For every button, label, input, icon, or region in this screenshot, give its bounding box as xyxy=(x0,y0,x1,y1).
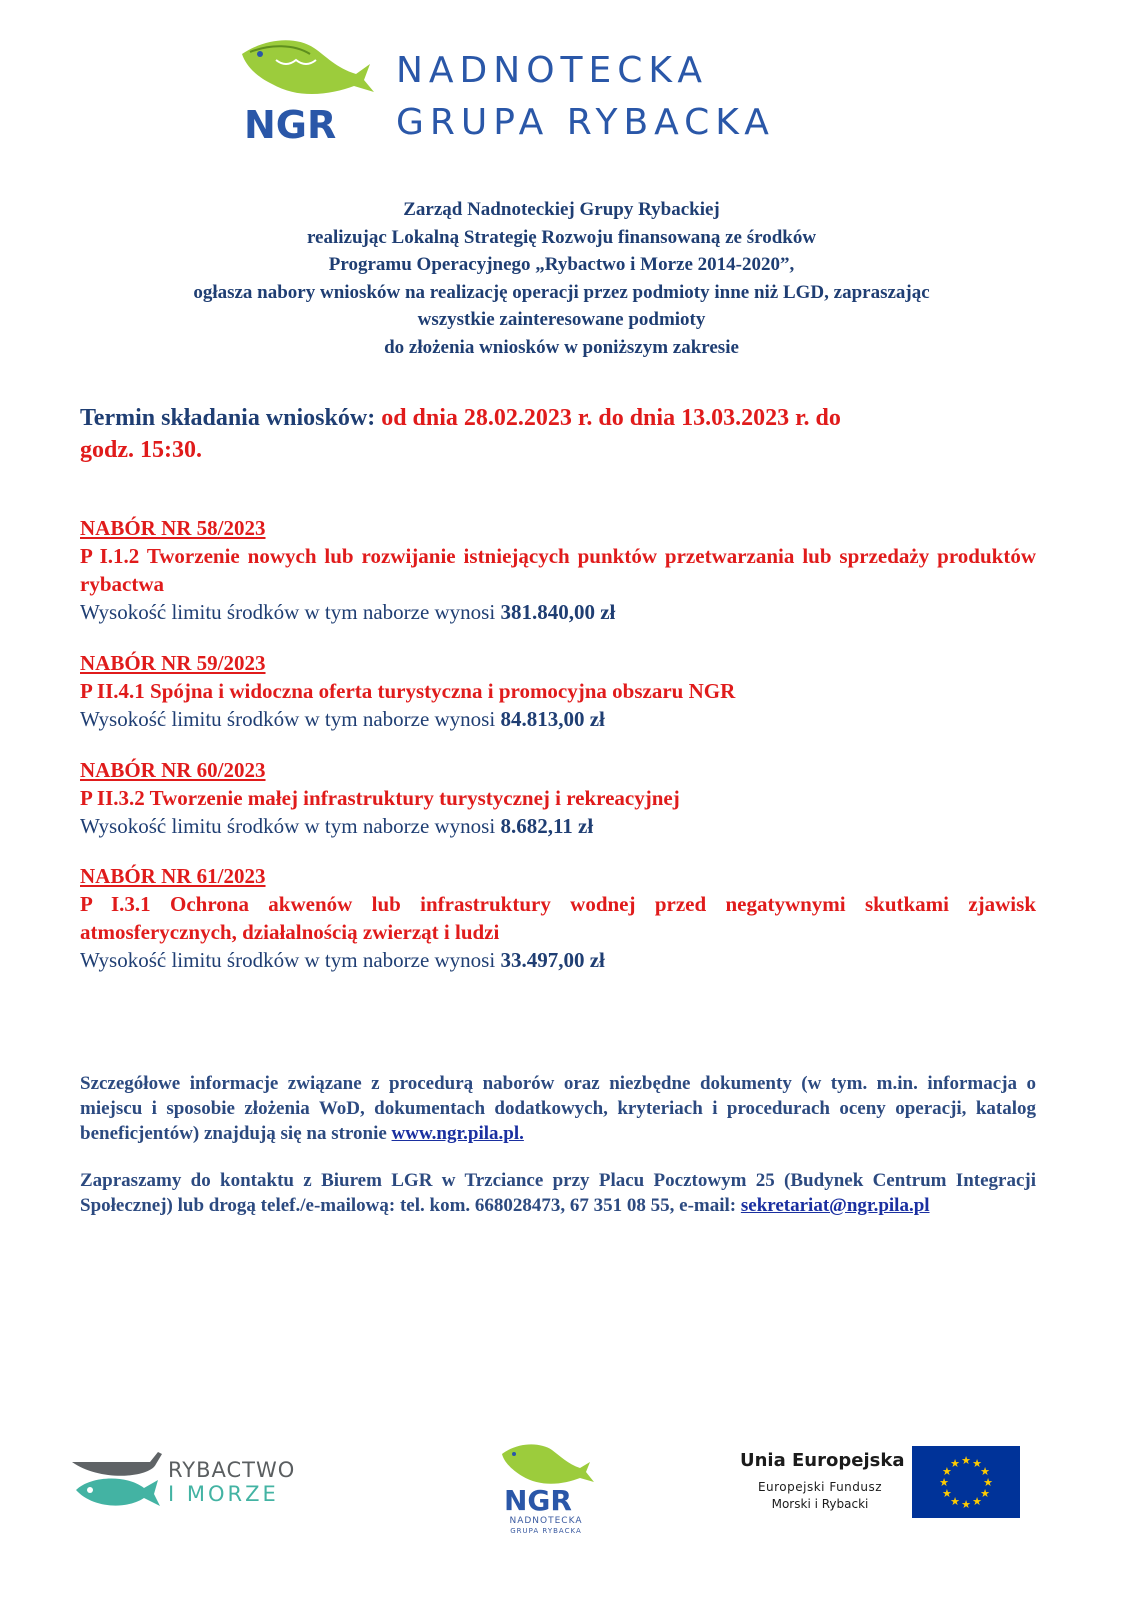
deadline-value-cont: godz. 15:30. xyxy=(80,437,202,463)
ngr-logo-icon xyxy=(244,104,374,144)
nabor-limit: Wysokość limitu środków w tym naborze wynosi 381.840,00 zł xyxy=(80,600,616,624)
email-link[interactable]: sekretariat@ngr.pila.pl xyxy=(740,1195,930,1216)
nabor-limit-amount: 381.840,00 zł xyxy=(500,600,616,624)
nabor-limit: Wysokość limitu środków w tym naborze wynosi 84.813,00 zł xyxy=(80,707,605,731)
eu-flag-icon xyxy=(912,1446,1020,1518)
nabor-limit: Wysokość limitu środków w tym naborze wynosi 8.682,11 zł xyxy=(80,814,594,838)
boat-fish-icon xyxy=(70,1448,165,1512)
eu-star: ★ xyxy=(941,1465,952,1478)
eu-star: ★ xyxy=(950,1495,960,1509)
intro-line: wszystkie zainteresowane podmioty xyxy=(417,309,706,330)
fish-icon xyxy=(498,1440,598,1516)
nabor-limit: Wysokość limitu środków w tym naborze wynosi 33.497,00 zł xyxy=(80,948,605,972)
eu-star: ★ xyxy=(939,1476,949,1489)
intro-line: Zarząd Nadnoteckiej Grupy Rybackiej xyxy=(403,199,720,220)
eu-star: ★ xyxy=(972,1456,982,1470)
nabor-61 xyxy=(80,862,1036,974)
nabor-title: P II.3.2 Tworzenie małej infrastruktury turystycznej i rekreacyjnej xyxy=(80,786,680,810)
intro-line: Programu Operacyjnego „Rybactwo i Morze 2014-2020”, xyxy=(328,254,795,275)
fish-icon xyxy=(236,34,376,114)
nabor-number: NABÓR NR 61/2023 xyxy=(80,864,266,888)
contact-paragraph: Zapraszamy do kontaktu z Biurem LGR w Trzciance przy Placu Pocztowym 25 (Budynek Centrum Integracji Społecznej) lub drogą telef./e-mailową: tel. kom. 668028473, 67 351 08 55, e-mail: sekretariat@ngr.pila.pl xyxy=(80,1170,1036,1216)
eu-star: ★ xyxy=(950,1456,960,1470)
svg-text:NGR: NGR xyxy=(504,1484,572,1516)
deadline xyxy=(80,402,980,466)
logo-text-line2: GRUPA RYBACKA xyxy=(396,102,775,143)
eu-star: ★ xyxy=(983,1476,993,1489)
eu-star: ★ xyxy=(941,1487,952,1500)
rybactwo-i-morze-logo xyxy=(70,1448,310,1518)
eu-star: ★ xyxy=(961,1454,971,1467)
nabor-limit-amount: 84.813,00 zł xyxy=(500,707,605,731)
svg-text:NGR: NGR xyxy=(244,104,337,144)
nabor-limit-amount: 8.682,11 zł xyxy=(500,814,594,838)
details-paragraph: Szczegółowe informacje związane z procedurą naborów oraz niezbędne dokumenty (w tym. m.in. informacja o miejscu i sposobie złożenia WoD, dokumentach dodatkowych, kryteriach i procedurach oceny operacji, katalog beneficjentów) znajdują się na stronie www.ngr.pila.pl. xyxy=(80,1073,1036,1144)
nabor-59 xyxy=(80,649,1036,733)
eu-star: ★ xyxy=(980,1465,991,1478)
nabor-title: P I.1.2 Tworzenie nowych lub rozwijanie istniejących punktów przetwarzania lub sprzedaży produktów rybactwa xyxy=(80,544,1036,596)
header-logo xyxy=(236,34,836,164)
eu-fund-line1: Europejski Fundusz xyxy=(757,1480,883,1494)
eu-fund-line2: Morski i Rybacki xyxy=(771,1497,869,1511)
intro-line: ogłasza nabory wniosków na realizację operacji przez podmioty inne niż LGD, zapraszając xyxy=(193,281,930,303)
ngr-caption-line2: GRUPA RYBACKA xyxy=(510,1527,582,1535)
eu-title: Unia Europejska xyxy=(740,1450,905,1471)
eu-star: ★ xyxy=(980,1487,991,1500)
deadline-label: Termin składania wniosków: xyxy=(80,405,376,431)
nabor-number: NABÓR NR 59/2023 xyxy=(80,651,266,675)
logo-text-line1: NADNOTECKA xyxy=(396,50,709,91)
website-link[interactable]: www.ngr.pila.pl. xyxy=(391,1123,524,1144)
nabor-limit-amount: 33.497,00 zł xyxy=(500,948,605,972)
rybactwo-text: RYBACTWO xyxy=(168,1458,296,1482)
deadline-value: od dnia 28.02.2023 r. do dnia 13.03.2023 r. do xyxy=(381,405,841,431)
eu-star: ★ xyxy=(972,1495,982,1509)
nabor-58 xyxy=(80,514,1036,626)
intro-line: realizując Lokalną Strategię Rozwoju finansowaną ze środków xyxy=(306,226,817,248)
intro-text xyxy=(100,196,1023,361)
intro-line: do złożenia wniosków w poniższym zakresie xyxy=(384,336,739,358)
ngr-small-logo xyxy=(496,1440,606,1540)
nabor-title: P II.4.1 Spójna i widoczna oferta turystyczna i promocyjna obszaru NGR xyxy=(80,679,736,703)
nabor-60 xyxy=(80,756,1036,840)
eu-logo xyxy=(740,1446,1025,1526)
i-morze-text: I MORZE xyxy=(168,1482,279,1506)
nabor-title: P I.3.1 Ochrona akwenów lub infrastruktury wodnej przed negatywnymi skutkami zjawisk atmosferycznych, działalnością zwierząt i ludzi xyxy=(80,892,1036,944)
nabor-number: NABÓR NR 60/2023 xyxy=(80,758,266,782)
eu-star: ★ xyxy=(961,1498,971,1511)
ngr-caption-line1: NADNOTECKA xyxy=(509,1516,583,1526)
nabor-number: NABÓR NR 58/2023 xyxy=(80,516,266,540)
